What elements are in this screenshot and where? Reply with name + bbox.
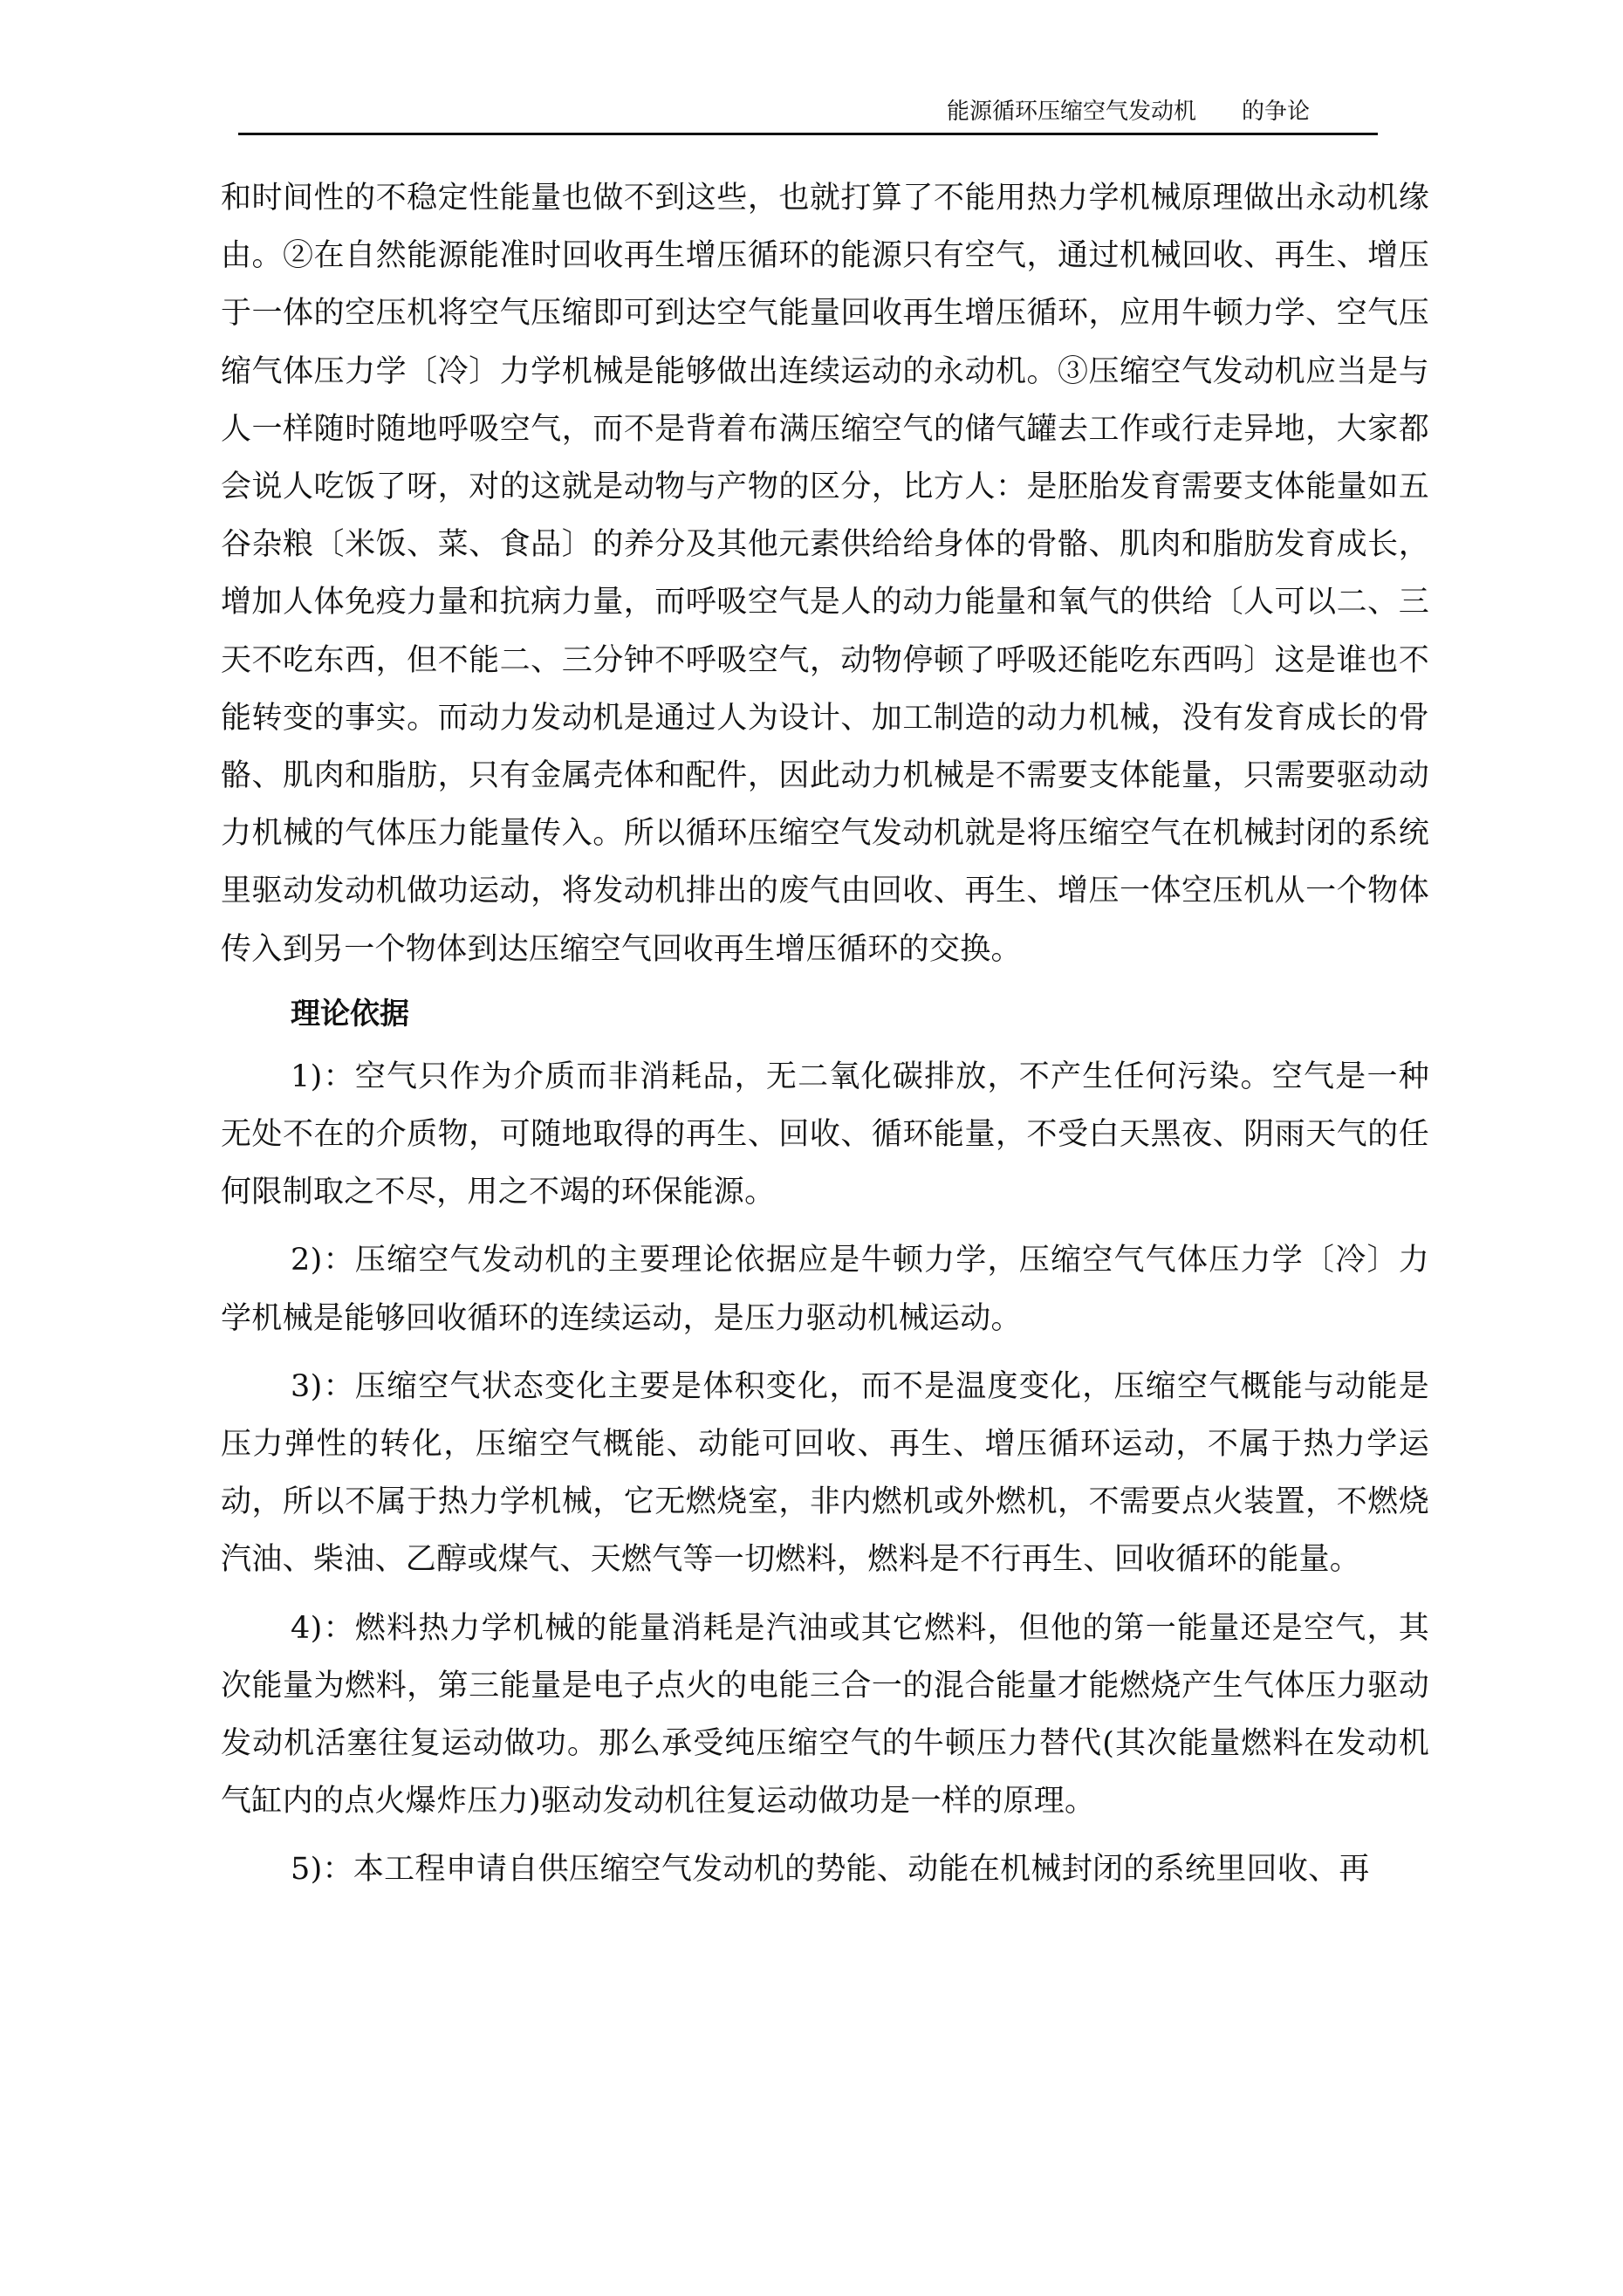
section-heading: 理论依据: [291, 996, 409, 1031]
theory-item-1: 1)：空气只作为介质而非消耗品，无二氧化碳排放，不产生任何污染。空气是一种无处不在的介质物，可随地取得的再生、回收、循环能量，不受白天黑夜、阴雨天气的任何限制取之不尽，用之不竭的环保能源。: [221, 1059, 1429, 1210]
theory-item-2: 2)：压缩空气发动机的主要理论依据应是牛顿力学，压缩空气气体压力学〔冷〕力学机械是能够回收循环的连续运动，是压力驱动机械运动。: [221, 1243, 1429, 1336]
theory-item-5: 5)：本工程申请自供压缩空气发动机的势能、动能在机械封闭的系统里回收、再: [291, 1852, 1370, 1888]
page-body: [221, 169, 1429, 1899]
header-title: 能源循环压缩空气发动机 的争论: [946, 99, 1310, 125]
theory-item-3: 3)：压缩空气状态变化主要是体积变化，而不是温度变化，压缩空气概能与动能是压力弹性的转化，压缩空气概能、动能可回收、再生、增压循环运动，不属于热力学运动，所以不属于热力学机械，它无燃烧室，非内燃机或外燃机，不需要点火装置，不燃烧汽油、柴油、乙醇或煤气、天燃气等一切燃料，燃料是不行再生、回收循环的能量。: [221, 1368, 1429, 1578]
page-header: [238, 94, 1378, 135]
theory-item-4: 4)：燃料热力学机械的能量消耗是汽油或其它燃料，但他的第一能量还是空气，其次能量为燃料，第三能量是电子点火的电能三合一的混合能量才能燃烧产生气体压力驱动发动机活塞往复运动做功。那么承受纯压缩空气的牛顿压力替代(其次能量燃料在发动机气缸内的点火爆炸压力)驱动发动机往复运动做功是一样的原理。: [221, 1610, 1429, 1820]
body-paragraph: 和时间性的不稳定性能量也做不到这些，也就打算了不能用热力学机械原理做出永动机缘由。②在自然能源能准时回收再生增压循环的能源只有空气，通过机械回收、再生、增压于一体的空压机将空气压缩即可到达空气能量回收再生增压循环，应用牛顿力学、空气压缩气体压力学〔冷〕力学机械是能够做出连续运动的永动机。③压缩空气发动机应当是与人一样随时随地呼吸空气，而不是背着布满压缩空气的储气罐去工作或行走异地，大家都会说人吃饭了呀，对的这就是动物与产物的区分，比方人：是胚胎发育需要支体能量如五谷杂粮〔米饭、菜、食品〕的养分及其他元素供给给身体的骨骼、肌肉和脂肪发育成长，增加人体免疫力量和抗病力量，而呼吸空气是人的动力能量和氧气的供给〔人可以二、三天不吃东西，但不能二、三分钟不呼吸空气，动物停顿了呼吸还能吃东西吗〕这是谁也不能转变的事实。而动力发动机是通过人为设计、加工制造的动力机械，没有发育成长的骨骼、肌肉和脂肪，只有金属壳体和配件，因此动力机械是不需要支体能量，只需要驱动动力机械的气体压力能量传入。所以循环压缩空气发动机就是将压缩空气在机械封闭的系统里驱动发动机做功运动，将发动机排出的废气由回收、再生、增压一体空压机从一个物体传入到另一个物体到达压缩空气回收再生增压循环的交换。: [221, 181, 1429, 967]
